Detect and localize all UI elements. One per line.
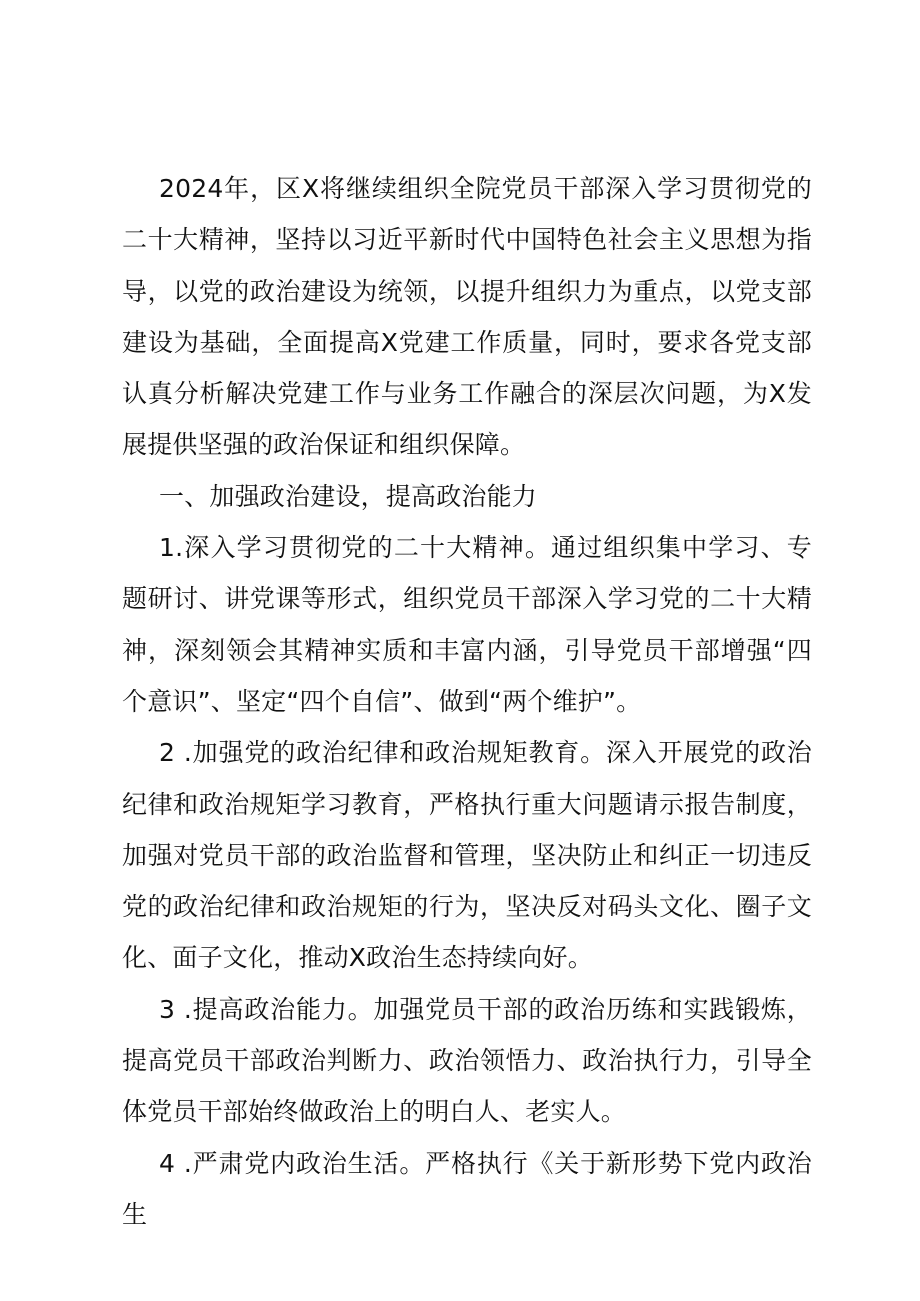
item-paragraph-4: 4 .严肃党内政治生活。严格执行《关于新形势下党内政治生 <box>122 1148 812 1229</box>
item-paragraph-2: 2 .加强党的政治纪律和政治规矩教育。深入开展党的政治纪律和政治规矩学习教育，严格执行重大问题请示报告制度，加强对党员干部的政治监督和管理，坚决防止和纠正一切违反党的政治纪律和政治规矩的行为，坚决反对码头文化、圈子文化、面子文化，推动X政治生态持续向好。 <box>122 738 812 973</box>
item-paragraph-3: 3 .提高政治能力。加强党员干部的政治历练和实践锻炼，提高党员干部政治判断力、政治领悟力、政治执行力，引导全体党员干部始终做政治上的明白人、老实人。 <box>122 994 812 1127</box>
section-heading: 一、加强政治建设，提高政治能力 <box>159 481 538 511</box>
item-paragraph-1: 1.深入学习贯彻党的二十大精神。通过组织集中学习、专题研讨、讲党课等形式，组织党员干部深入学习党的二十大精神，深刻领会其精神实质和丰富内涵，引导党员干部增强“四个意识”、坚定“四个自信”、做到“两个维护”。 <box>122 533 812 716</box>
intro-paragraph: 2024年，区X将继续组织全院党员干部深入学习贯彻党的二十大精神，坚持以习近平新时代中国特色社会主义思想为指导，以党的政治建设为统领，以提升组织力为重点，以党支部建设为基础，全面提高X党建工作质量，同时，要求各党支部认真分析解决党建工作与业务工作融合的深层次问题，为X发展提供坚强的政治保证和组织保障。 <box>122 174 812 460</box>
document-body <box>122 163 812 1240</box>
